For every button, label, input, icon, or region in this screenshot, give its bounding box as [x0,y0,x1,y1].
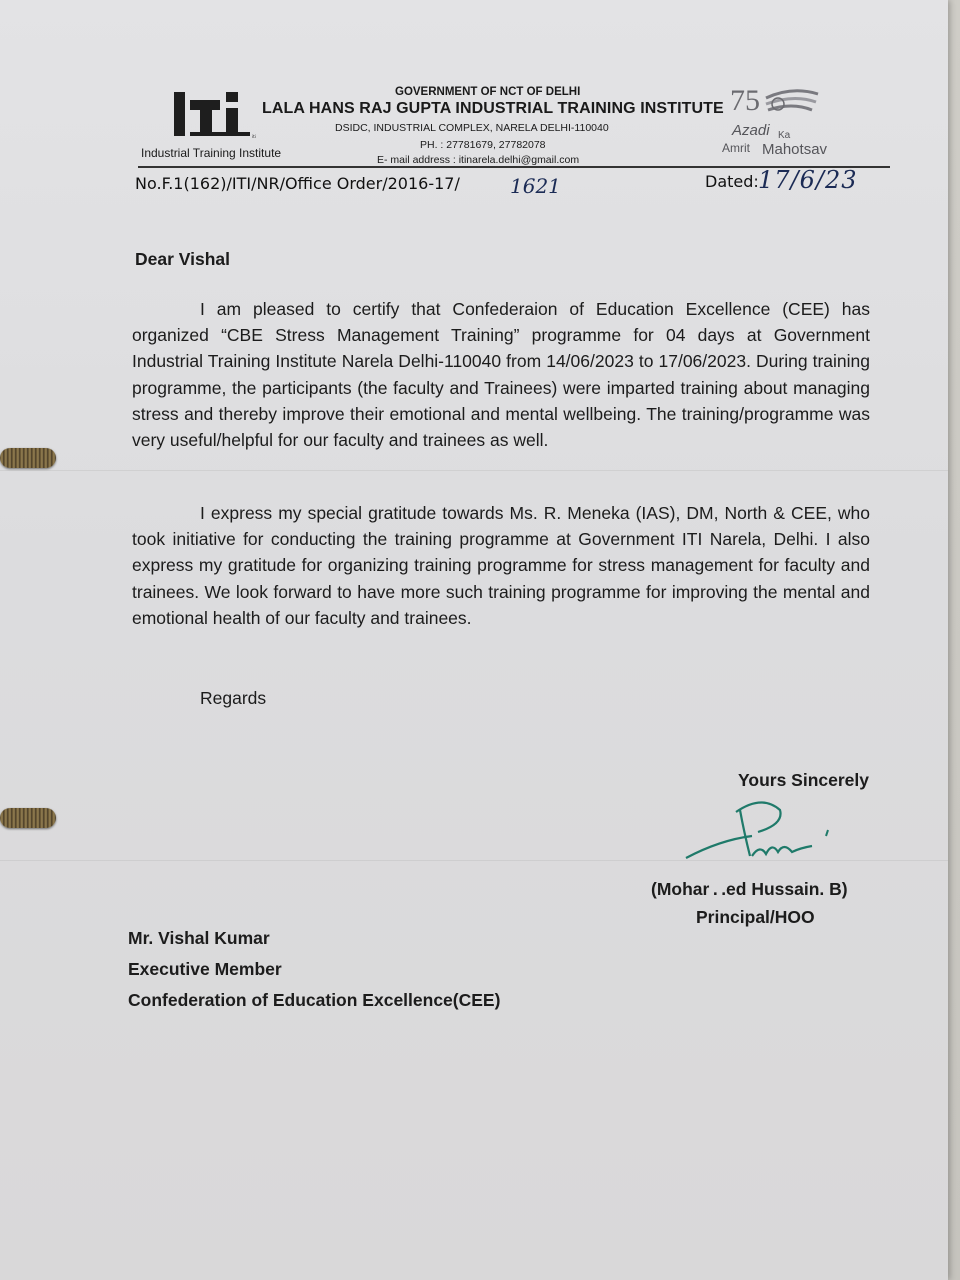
svg-text:Azadi: Azadi [732,122,770,139]
institute-address: DSIDC, INDUSTRIAL COMPLEX, NARELA DELHI-110040 [335,122,609,134]
binder-ring [0,448,56,468]
handwritten-date: 17/6/23 [758,166,858,194]
binder-ring [0,808,56,828]
svg-text:75: 75 [730,84,760,117]
government-line: GOVERNMENT OF NCT OF DELHI [395,86,581,98]
addressee-name: Mr. Vishal Kumar [128,928,270,948]
addressee-role: Executive Member [128,959,282,979]
signature [680,792,840,872]
handwritten-reference-number: 1621 [510,174,561,198]
institute-email: E- mail address : itinarela.delhi@gmail.com [377,154,580,166]
svg-text:Mahotsav: Mahotsav [762,141,828,158]
dated-label: Dated: [705,172,759,191]
signatory-title: Principal/HOO [696,907,815,927]
logo-caption: Industrial Training Institute [141,146,282,160]
addressee-organization: Confederation of Education Excellence(CEE) [128,990,501,1010]
svg-text:iti: iti [252,134,256,139]
closing: Yours Sincerely [738,770,869,790]
body-paragraph-2: I express my special gratitude towards Ms. R. Meneka (IAS), DM, North & CEE, who took initiative for conducting the training programme at Government ITI Narela, Delhi. I also express my gratitude for organizing training programme for stress management for faculty and trainees. We look forward to have more such training programme for improving the mental and emotional health of our faculty and trainees. [132,503,870,628]
institute-name: LALA HANS RAJ GUPTA INDUSTRIAL TRAINING INSTITUTE [262,100,724,117]
regards: Regards [200,688,267,708]
salutation: Dear Vishal [135,249,231,269]
signatory-name: (Mohar . .ed Hussain. B) [651,879,848,899]
azadi-ka-amrit-mahotsav-logo [722,80,852,162]
paper-fold [0,470,948,471]
svg-text:Amrit: Amrit [722,141,750,155]
reference-number: No.F.1(162)/ITI/NR/Office Order/2016-17/ [135,174,460,193]
svg-text:Ka: Ka [778,130,791,141]
institute-phone: PH. : 27781679, 27782078 [420,139,546,151]
body-paragraph-1: I am pleased to certify that Confederaion of Education Excellence (CEE) has organized “CBE Stress Management Training” programme for 04 days at Government Industrial Training Institute Narela Delhi-110040 from 14/06/2023 to 17/06/2023. During training programme, the participants (the faculty and Trainees) were imparted training about managing stress and thereby improve their emotional and mental wellbeing. The training/programme was very useful/helpful for our faculty and trainees as well. [132,299,870,451]
iti-logo [172,88,260,140]
